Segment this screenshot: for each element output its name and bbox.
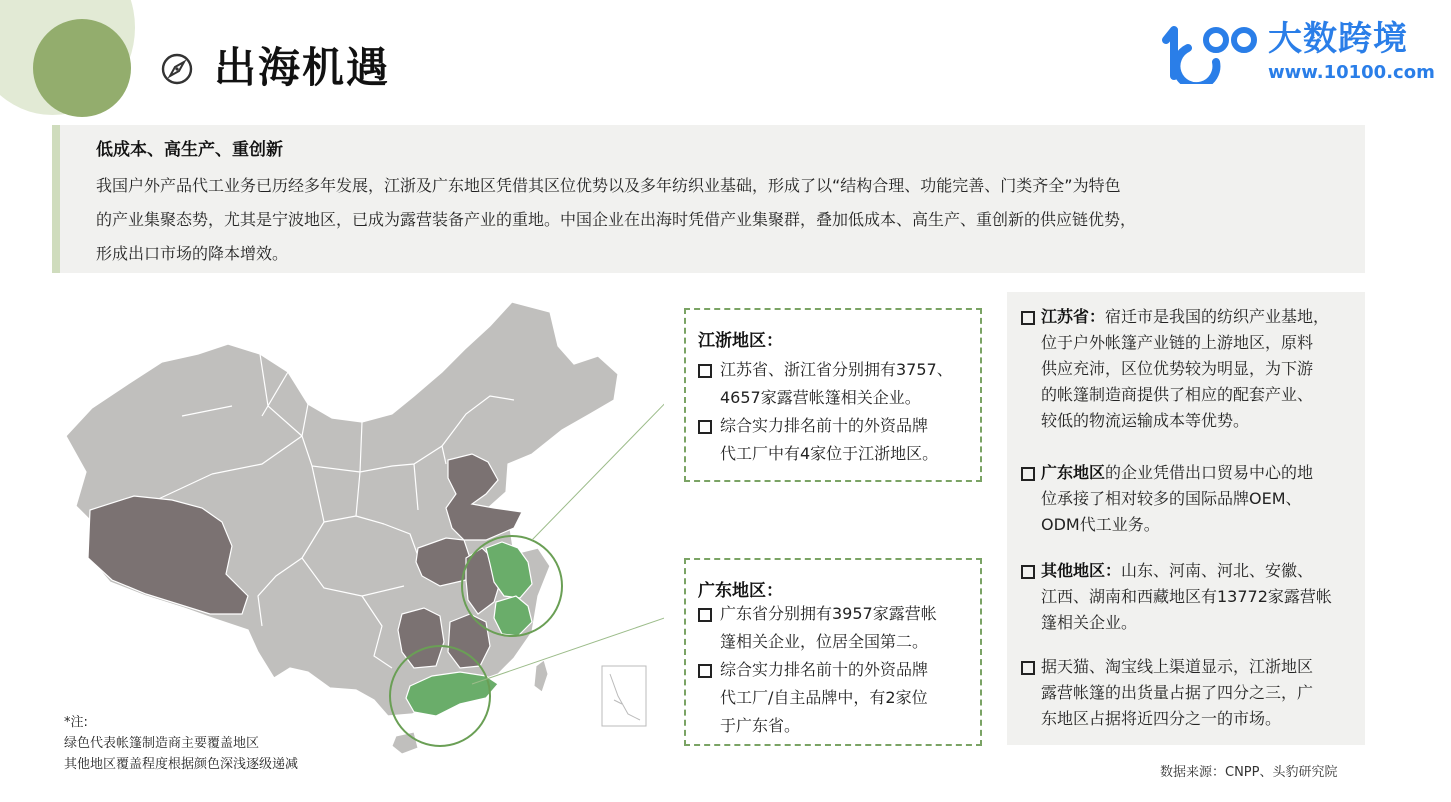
intro-section — [52, 125, 1365, 273]
jiangzhe-callout — [684, 308, 982, 482]
panel-item-guangdong: 广东地区的企业凭借出口贸易中心的地 位承接了相对较多的国际品牌OEM、 ODM代工业务。 — [1021, 460, 1361, 538]
panel-item-other-regions: 其他地区：山东、河南、河北、安徽、 江西、湖南和西藏地区有13772家露营帐 篷相关企业。 — [1021, 558, 1361, 636]
intro-line: 的产业集聚态势，尤其是宁波地区，已成为露营装备产业的重地。中国企业在出海时凭借产业集聚群，叠加低成本、高生产、重创新的供应链优势， — [96, 210, 1137, 229]
intro-line: 我国户外产品代工业务已历经多年发展，江浙及广东地区凭借其区位优势以及多年纺织业基础，形成了以“结构合理、功能完善、门类齐全”为特色 — [96, 176, 1121, 195]
square-bullet-icon — [1021, 311, 1035, 325]
note-line: 其他地区覆盖程度根据颜色深浅逐级递减 — [64, 757, 299, 772]
square-bullet-icon — [698, 664, 712, 678]
logo-text: 大数跨境 — [1268, 19, 1408, 59]
panel-item-jiangsu: 江苏省：宿迁市是我国的纺织产业基地， 位于户外帐篷产业链的上游地区，原料 供应充沛，区位优势较为明显，为下游 的帐篷制造商提供了相应的配套产业、 较低的物流运输成本等优势。 — [1021, 304, 1361, 434]
guangdong-title: 广东地区： — [698, 581, 783, 601]
china-map — [62, 296, 664, 766]
intro-heading: 低成本、高生产、重创新 — [96, 140, 283, 160]
intro-line: 形成出口市场的降本增效。 — [96, 244, 289, 263]
10100-logo-mark — [1160, 18, 1270, 84]
decorative-circle — [33, 19, 131, 117]
intro-paragraph — [96, 169, 1336, 271]
intro-accent-bar — [52, 125, 60, 273]
regional-analysis-panel — [1007, 292, 1365, 745]
map-island-taiwan — [534, 660, 548, 692]
map-island-hainan — [392, 732, 418, 754]
note-line: *注: — [64, 715, 88, 730]
jiangzhe-title: 江浙地区： — [698, 331, 783, 351]
panel-item-online-channels: 据天猫、淘宝线上渠道显示，江浙地区 露营帐篷的出货量占据了四分之三，广 东地区占据将近四分之一的市场。 — [1021, 654, 1361, 732]
logo-url[interactable]: www.10100.com — [1268, 62, 1435, 83]
brand-logo[interactable] — [1160, 14, 1440, 86]
map-region-jiangxi — [448, 614, 490, 668]
page-title: 出海机遇 — [214, 43, 391, 92]
jiangzhe-bullet-2: 综合实力排名前十的外资品牌 代工厂中有4家位于江浙地区。 — [698, 412, 938, 468]
compass-icon — [160, 52, 194, 86]
guangdong-callout — [684, 558, 982, 746]
square-bullet-icon — [698, 608, 712, 622]
square-bullet-icon — [698, 420, 712, 434]
south-sea-inset — [602, 666, 646, 726]
guangdong-bullet-1: 广东省分别拥有3957家露营帐 篷相关企业，位居全国第二。 — [698, 600, 937, 656]
square-bullet-icon — [1021, 467, 1035, 481]
square-bullet-icon — [698, 364, 712, 378]
data-source: 数据来源：CNPP、头豹研究院 — [1160, 765, 1338, 780]
map-note — [64, 712, 298, 775]
square-bullet-icon — [1021, 565, 1035, 579]
guangdong-bullet-2: 综合实力排名前十的外资品牌 代工厂/自主品牌中，有2家位 于广东省。 — [698, 656, 928, 740]
note-line: 绿色代表帐篷制造商主要覆盖地区 — [64, 736, 260, 751]
jiangzhe-bullet-1: 江苏省、浙江省分别拥有3757、 4657家露营帐篷相关企业。 — [698, 356, 953, 412]
square-bullet-icon — [1021, 661, 1035, 675]
